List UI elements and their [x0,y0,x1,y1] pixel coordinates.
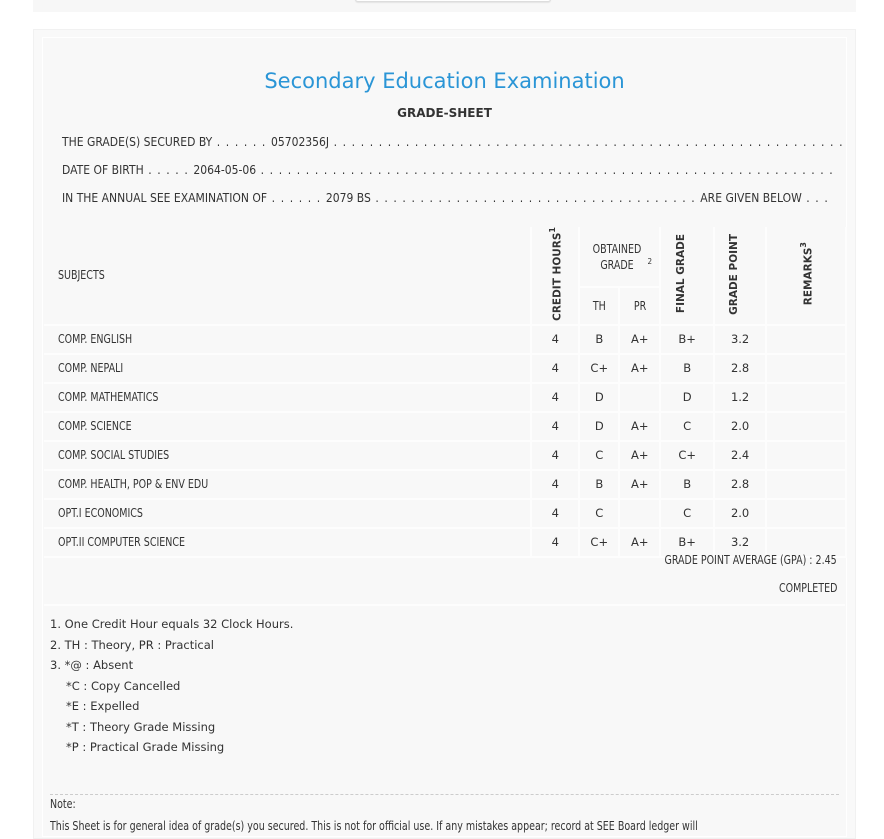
remarks-cell [766,354,846,383]
practical-grade-cell: A+ [619,470,660,499]
gpa-label: GRADE POINT AVERAGE (GPA) : [664,553,813,567]
footnotes [50,614,293,758]
grade-point-cell: 2.8 [714,354,766,383]
secured-by-label: THE GRADE(S) SECURED BY [62,135,213,149]
subject-cell: COMP. MATHEMATICS [44,383,531,412]
footnote-item: *E : Expelled [66,699,140,713]
remarks-cell [766,383,846,412]
credit-hours-cell: 4 [531,470,579,499]
remarks-cell [766,412,846,441]
final-grade-cell: C+ [660,441,714,470]
theory-grade-cell: B [579,470,619,499]
given-below-label: ARE GIVEN BELOW [700,191,802,205]
dob-line: DATE OF BIRTH . . . . . 2064-05-06 . . . . . . . . . . . . . . . . . . . . . . . . . . . . . . . . . . . . . . . . . . . . . . . . . . . . . . . . . . . . . . . . [62,163,834,177]
footnote-item: *T : Theory Grade Missing [66,719,216,734]
grades-table [44,227,847,558]
top-bar [33,0,856,12]
credit-hours-cell: 4 [531,383,579,412]
remarks-cell [766,441,846,470]
theory-grade-cell: B [579,325,619,354]
theory-grade-cell: D [579,383,619,412]
theory-grade-cell: C [579,499,619,528]
subject-cell: COMP. SOCIAL STUDIES [44,441,531,470]
final-grade-cell: B+ [660,528,714,557]
remarks-cell [766,325,846,354]
credit-hours-cell: 4 [531,325,579,354]
remarks-cell [766,470,846,499]
footnote-item: *P : Practical Grade Missing [66,740,225,754]
header-pr: PR [619,287,660,325]
table-row [44,325,846,354]
note-divider [50,794,839,795]
gpa-value: 2.45 [815,553,837,567]
grade-point-cell: 2.4 [714,441,766,470]
grade-point-cell: 2.0 [714,499,766,528]
credit-hours-cell: 4 [531,499,579,528]
final-grade-cell: C [660,412,714,441]
dob-label: DATE OF BIRTH [62,163,144,177]
credit-hours-cell: 4 [531,354,579,383]
practical-grade-cell: A+ [619,441,660,470]
remarks-cell [766,499,846,528]
header-grade-point: GRADE POINT [714,227,766,325]
header-obtained-grade: OBTAINED GRADE $^2$ [579,227,660,287]
summary-band [44,533,845,606]
exam-year: 2079 BS [325,191,371,205]
gpa-line [641,553,837,567]
final-grade-cell: B [660,470,714,499]
final-grade-cell: B+ [660,325,714,354]
credit-hours-cell: 4 [531,441,579,470]
table-row [44,441,846,470]
subject-cell: COMP. ENGLISH [44,325,531,354]
practical-grade-cell: A+ [619,412,660,441]
grade-sheet-heading: GRADE-SHEET [397,106,492,120]
exam-label: IN THE ANNUAL SEE EXAMINATION OF [62,191,268,205]
note-label: Note: [50,797,76,811]
grade-point-cell: 1.2 [714,383,766,412]
grade-point-cell: 3.2 [714,528,766,557]
search-box-edge[interactable] [355,0,551,2]
table-row [44,499,846,528]
grade-point-cell: 2.0 [714,412,766,441]
subject-cell: COMP. HEALTH, POP & ENV EDU [44,470,531,499]
note-text: This Sheet is for general idea of grade(s) you secured. This is not for official use. If any mistakes appear; record at SEE Board ledger will [50,819,698,833]
grade-point-cell: 2.8 [714,470,766,499]
subject-cell: OPT.I ECONOMICS [44,499,531,528]
practical-grade-cell: A+ [619,325,660,354]
practical-grade-cell [619,383,660,412]
date-of-birth: 2064-05-06 [193,163,257,177]
practical-grade-cell [619,499,660,528]
grade-point-cell: 3.2 [714,325,766,354]
theory-grade-cell: C+ [579,354,619,383]
page-title: Secondary Education Examination [264,69,625,93]
final-grade-cell: D [660,383,714,412]
theory-grade-cell: D [579,412,619,441]
subject-cell: COMP. NEPALI [44,354,531,383]
credit-hours-cell: 4 [531,412,579,441]
subject-cell: OPT.II COMPUTER SCIENCE [44,528,531,557]
practical-grade-cell: A+ [619,528,660,557]
final-grade-cell: B [660,354,714,383]
final-grade-cell: C [660,499,714,528]
header-subjects: SUBJECTS [44,227,531,325]
table-row [44,412,846,441]
practical-grade-cell: A+ [619,354,660,383]
header-th: TH [579,287,619,325]
footnote-item: 3. *@ : Absent [50,658,134,672]
exam-line: IN THE ANNUAL SEE EXAMINATION OF . . . . . . 2079 BS . . . . . . . . . . . . . . . . . . . . . . . . . . . . . . . . . . . . ARE GIVEN BELOW . . . [62,191,829,205]
symbol-number: 05702356J [270,135,330,149]
footnote-item: *C : Copy Cancelled [66,678,181,693]
grade-sheet-container [33,29,856,839]
credit-hours-cell: 4 [531,528,579,557]
footnote-item: 2. TH : Theory, PR : Practical [50,637,214,652]
footnote-item: 1. One Credit Hour equals 32 Clock Hours. [50,617,294,631]
theory-grade-cell: C [579,441,619,470]
theory-grade-cell: C+ [579,528,619,557]
header-final-grade: FINAL GRADE [660,227,714,325]
table-row [44,354,846,383]
grade-sheet [42,37,847,837]
table-row [44,383,846,412]
subject-cell: COMP. SCIENCE [44,412,531,441]
table-row [44,470,846,499]
result-status: COMPLETED [778,581,837,595]
header-remarks: REMARKS$^3$ [766,227,846,325]
header-credit-hours: CREDIT HOURS$^1$ [531,227,579,325]
secured-by-line: THE GRADE(S) SECURED BY . . . . . . 05702356J . . . . . . . . . . . . . . . . . . . . . . . . . . . . . . . . . . . . . . . . . . . . . . . . . . . . . . . . . [62,135,844,149]
